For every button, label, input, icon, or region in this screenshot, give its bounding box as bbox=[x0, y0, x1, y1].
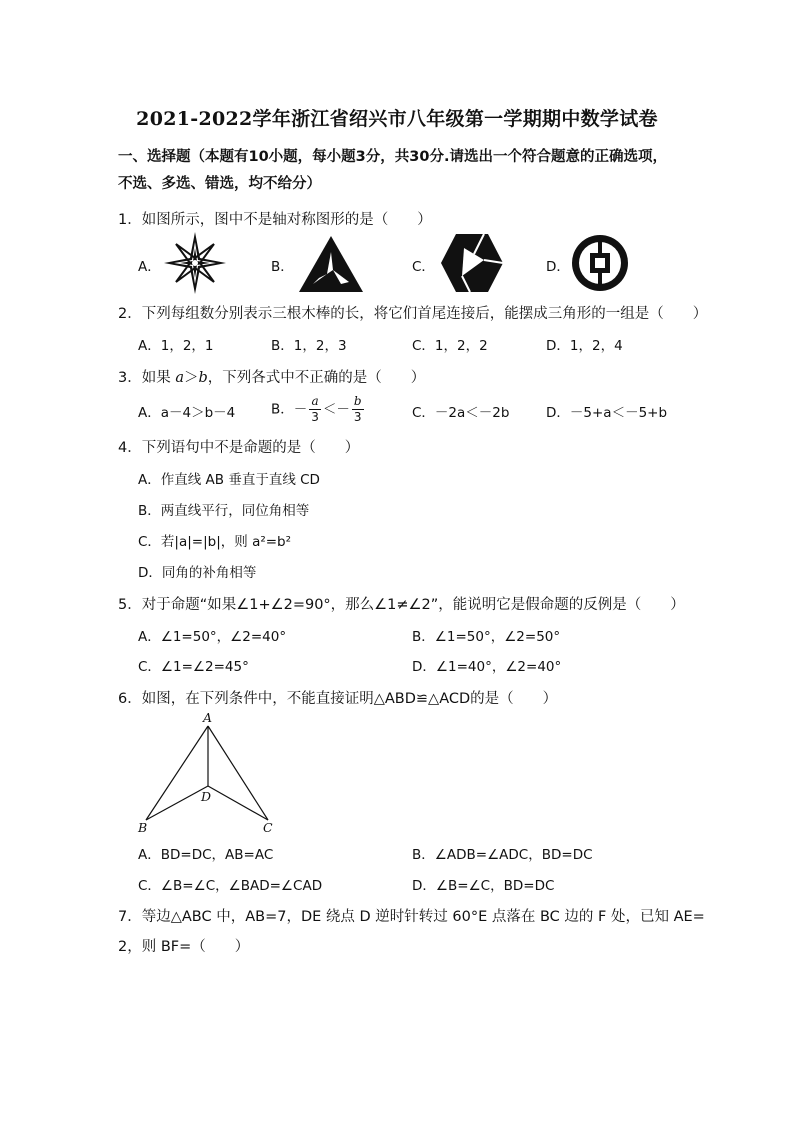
question-4-stem: 4．下列语句中不是命题的是（ ） bbox=[118, 440, 360, 456]
q6-option-a: A．BD=DC，AB=AC bbox=[138, 847, 274, 863]
question-7-line-1: 7．等边△ABC 中，AB=7，DE 绕点 D 逆时针转过 60°E 点落在 BC 边的 F 处，已知 AE= bbox=[118, 909, 705, 925]
q3-option-a: A．a－4＞b－4 bbox=[138, 405, 236, 421]
q6-option-c: C．∠B=∠C，∠BAD=∠CAD bbox=[138, 878, 323, 894]
vertex-label-c: C bbox=[263, 820, 273, 835]
q5-option-d: D．∠1=40°，∠2=40° bbox=[412, 659, 562, 675]
q2-option-c: C．1，2，2 bbox=[412, 338, 488, 354]
q3-option-c: C．－2a＜－2b bbox=[412, 405, 510, 421]
question-1-stem: 1．如图所示，图中不是轴对称图形的是（ ） bbox=[118, 212, 432, 228]
question-5-stem: 5．对于命题“如果∠1+∠2=90°，那么∠1≠∠2”，能说明它是假命题的反例是（ ） bbox=[118, 597, 685, 613]
q3-option-d: D．－5+a＜－5+b bbox=[546, 405, 668, 421]
q6-option-d: D．∠B=∠C，BD=DC bbox=[412, 878, 555, 894]
question-3-stem: 3．如果 a＞b，下列各式中不正确的是（ ） bbox=[118, 370, 426, 386]
q5-option-b: B．∠1=50°，∠2=50° bbox=[412, 629, 561, 645]
tri-swirl-icon bbox=[297, 234, 365, 294]
q3-option-b: B．－ $\frac{a}{3}$ ＜－ $\frac{b}{3}$ bbox=[271, 394, 362, 424]
compass-star-icon bbox=[162, 230, 228, 296]
q1-option-c-label: C． bbox=[412, 259, 435, 275]
q2-option-a: A．1，2，1 bbox=[138, 338, 214, 354]
q1-option-a-label: A． bbox=[138, 259, 161, 275]
q4-option-c: C．若|a|=|b|，则 a²=b² bbox=[138, 534, 292, 550]
q5-option-c: C．∠1=∠2=45° bbox=[138, 659, 249, 675]
vertex-label-b: B bbox=[138, 820, 148, 835]
vertex-label-a: A bbox=[203, 710, 213, 725]
q4-option-b: B．两直线平行，同位角相等 bbox=[138, 503, 310, 519]
q2-option-b: B．1，2，3 bbox=[271, 338, 347, 354]
q1-option-b-label: B． bbox=[271, 259, 294, 275]
question-6-stem: 6．如图，在下列条件中，不能直接证明△ABD≌△ACD的是（ ） bbox=[118, 691, 558, 707]
q2-option-d: D．1，2，4 bbox=[546, 338, 623, 354]
hexagon-triangle-icon bbox=[440, 232, 504, 294]
q5-option-a: A．∠1=50°，∠2=40° bbox=[138, 629, 287, 645]
triangle-figure bbox=[130, 708, 290, 838]
ancient-coin-icon bbox=[570, 233, 630, 293]
q6-option-b: B．∠ADB=∠ADC，BD=DC bbox=[412, 847, 593, 863]
q1-option-d-label: D． bbox=[546, 259, 570, 275]
question-2-stem: 2．下列每组数分别表示三根木棒的长，将它们首尾连接后，能摆成三角形的一组是（ ） bbox=[118, 306, 708, 322]
question-7-line-2: 2，则 BF=（ ） bbox=[118, 939, 250, 955]
q4-option-d: D．同角的补角相等 bbox=[138, 565, 257, 581]
q4-option-a: A．作直线 AB 垂直于直线 CD bbox=[138, 472, 320, 488]
section-heading: 一、选择题（本题有10小题，每小题3分，共30分.请选出一个符合题意的正确选项，不选、多选、错选，均不给分） bbox=[118, 149, 667, 192]
vertex-label-d: D bbox=[201, 789, 212, 804]
page-title: 2021-2022学年浙江省绍兴市八年级第一学期期中数学试卷 bbox=[136, 108, 658, 130]
